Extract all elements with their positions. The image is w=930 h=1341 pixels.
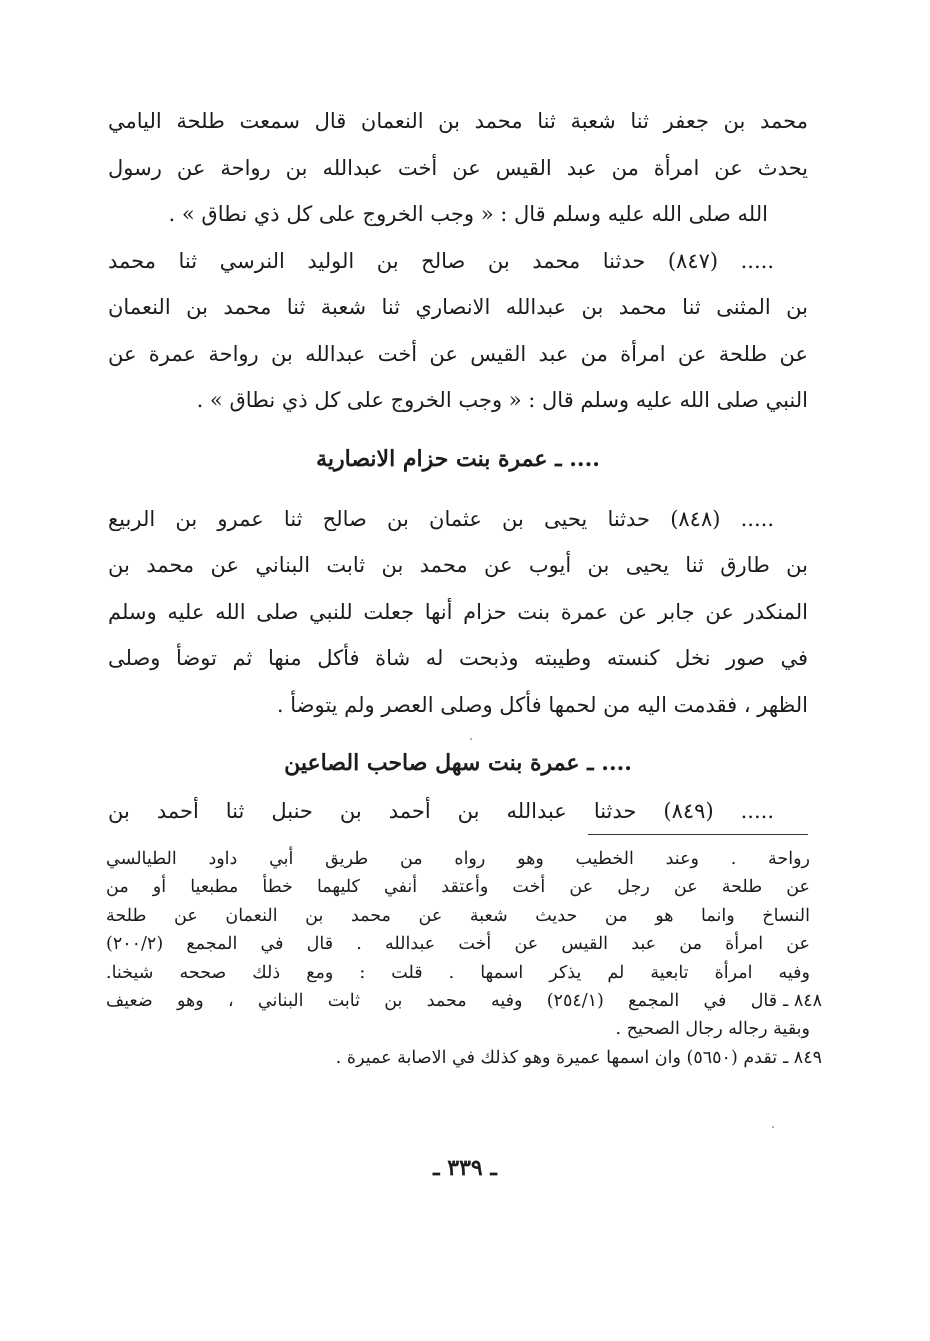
footnote-line: رواحة . وعند الخطيب وهو رواه من طريق أبي داود الطيالسي (106, 849, 810, 869)
text-line: بن طارق ثنا يحيى بن أيوب عن محمد بن ثابت البناني عن محمد بن (108, 553, 808, 577)
text-line: المنكدر عن جابر عن عمرة بنت حزام أنها جعلت للنبي صلى الله عليه وسلم (108, 599, 808, 624)
text-line: الظهر ، فقدمت اليه من لحمها فأكل وصلى العصر ولم يتوضأ . (276, 692, 808, 717)
text-line: محمد بن جعفر ثنا شعبة ثنا محمد بن النعمان قال سمعت طلحة اليامي (108, 109, 808, 133)
text-line: ..... (٨٤٩) حدثنا عبدالله بن أحمد بن حنبل ثنا أحمد بن (108, 799, 774, 823)
footnote-line: النساخ وانما هو من حديث شعبة عن محمد بن النعمان عن طلحة (106, 905, 810, 926)
text-line: ..... (٨٤٨) حدثنا يحيى بن عثمان بن صالح ثنا عمرو بن الربيع (108, 506, 774, 531)
section-heading: .... ـ عمرة بنت سهل صاحب الصاعين (284, 750, 632, 776)
footnote-number: ٨٤٨ ـ (783, 990, 822, 1011)
footnotes (106, 845, 822, 1072)
footnote-line: عن امرأة من عبد القيس عن أخت عبدالله . قال في المجمع (٢٠٠/٢) (106, 934, 810, 955)
footnote-text: تقدم (٥٦٥٠) وان اسمها عميرة وهو كذلك في الاصابة عميرة . (335, 1047, 778, 1068)
footnote-number: ٨٤٩ ـ (783, 1047, 822, 1068)
footnote-line: عن طلحة عن رجل عن أخت وأعتقد أنفي كليهما خطأ مطبعيا أو من (106, 877, 810, 898)
footnote-line: وفيه امرأة تابعية لم يذكر اسمها . قلت : ومع ذلك صححه شيخنا. (106, 962, 810, 983)
footnote-line (106, 1044, 822, 1072)
paper-speck (772, 1126, 774, 1128)
main-text (108, 98, 808, 835)
text-line: ..... (٨٤٧) حدثنا محمد بن صالح بن الوليد النرسي ثنا محمد (108, 248, 774, 273)
page-number: ـ ٣٣٩ ـ (433, 1155, 497, 1181)
footnote-line: وبقية رجاله رجال الصحيح . (615, 1019, 810, 1040)
text-line: يحدث عن امرأة من عبد القيس عن أخت عبدالله بن رواحة عن رسول (108, 155, 808, 180)
text-line: عن طلحة عن امرأة من عبد القيس عن أخت عبدالله بن رواحة عمرة عن (108, 341, 808, 366)
text-line: في صور نخل كنسته وطيبته وذبحت له شاة فأكل منها ثم توضأ وصلى (108, 646, 808, 670)
text-line: الله صلى الله عليه وسلم قال : « وجب الخروج على كل ذي نطاق » . (168, 202, 768, 226)
paper-speck (470, 738, 472, 740)
footnote-text: قال في المجمع (٢٥٤/١) وفيه محمد بن ثابت البناني ، وهو ضعيف (106, 990, 778, 1011)
footnote-line (106, 987, 822, 1015)
text-line: النبي صلى الله عليه وسلم قال : « وجب الخروج على كل ذي نطاق » . (196, 388, 808, 412)
text-line: بن المثنى ثنا محمد بن عبدالله الانصاري ثنا شعبة ثنا محمد بن النعمان (108, 295, 808, 319)
section-heading: .... ـ عمرة بنت حزام الانصارية (316, 445, 600, 472)
footnote-divider (588, 834, 808, 835)
